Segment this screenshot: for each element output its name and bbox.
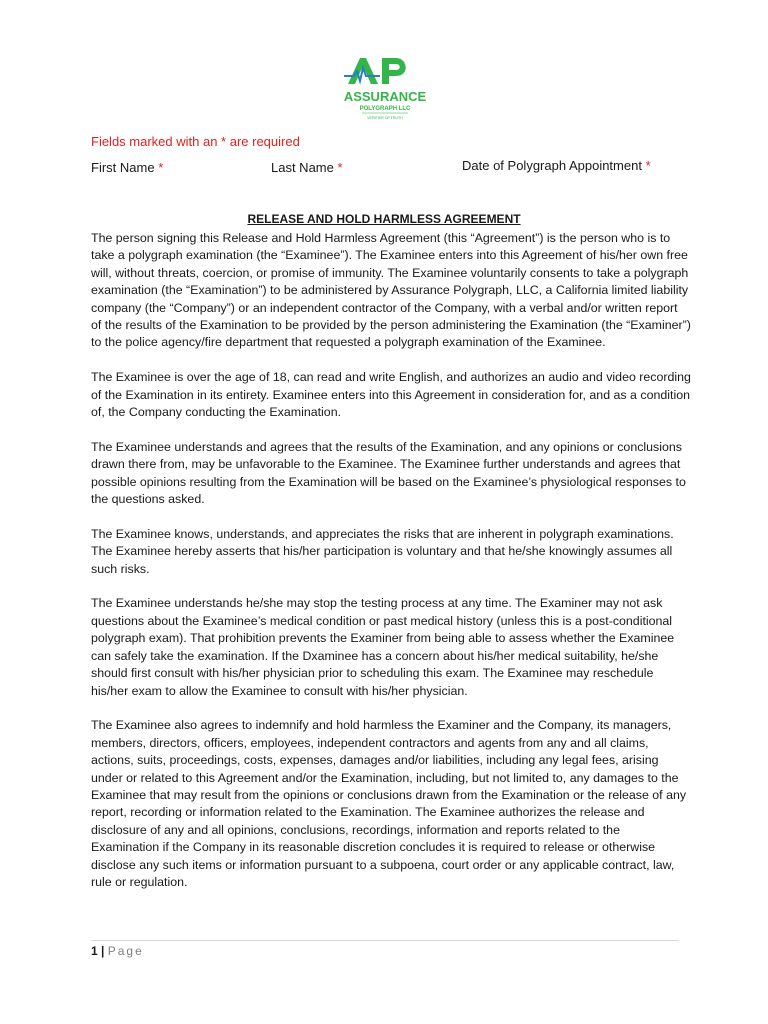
first-name-label: First Name	[91, 160, 155, 175]
agreement-body	[91, 230, 691, 909]
last-name-field[interactable]	[271, 160, 343, 175]
logo-tagline: VERIFIER OF TRUTH	[367, 116, 403, 120]
required-star: *	[158, 160, 164, 175]
agreement-paragraph: The Examinee is over the age of 18, can read and write English, and authorizes an audio and video recording of the Examination in its entirety. Examinee enters into this Agreement in consideration for, and as a condition of, the Company conducting the Examination.	[91, 370, 691, 420]
agreement-paragraph: The Examinee understands he/she may stop the testing process at any time. The Examiner may not ask questions about the Examinee’s medical condition or past medical history (unless this is a post-conditional polygraph exam). That prohibition prevents the Examiner from being able to assess whether the Examinee can safely take the examination. If the Dxaminee has a concern about his/her medical suitability, he/she should first consult with his/her physician prior to scheduling this exam. The Examinee may reschedule his/her exam to allow the Examinee to consult with his/her physician.	[91, 596, 675, 698]
required-star: *	[337, 160, 343, 175]
first-name-field[interactable]	[91, 160, 163, 175]
agreement-paragraph: The Examinee also agrees to indemnify and hold harmless the Examiner and the Company, its managers, members, directors, officers, employees, independent contractors and agents from any and all claims, actions, suits, proceedings, costs, expenses, damages and/or liabilities, including any legal fees, arising under or related to this Agreement and/or the Examination, including, but not limited to, any damages to the Examinee that may result from the opinions or conclusions drawn from the Examination or the release of any report, recording or information related to the Examination. The Examinee authorizes the release and disclosure of any and all opinions, conclusions, recordings, information and reports related to the Examination if the Company in its reasonable discretion concludes it is required to release or otherwise disclose any such items or information pursuant to a subpoena, court order or any applicable contract, law, rule or regulation.	[91, 718, 687, 889]
agreement-title: RELEASE AND HOLD HARMLESS AGREEMENT	[247, 212, 521, 226]
agreement-paragraph: The person signing this Release and Hold Harmless Agreement (this “Agreement”) is the person who is to take a polygraph examination (the “Examinee”). The Examinee enters into this Agreement of his/her own free will, without threats, coercion, or promise of immunity. The Examinee voluntarily consents to take a polygraph examination (the “Examination”) to be administered by Assurance Polygraph, LLC, a California limited liability company (the “Company”) or an independent contractor of the Company, with a verbal and/or written report of the results of the Examination to be provided by the person administering the Examination (the “Examiner”) to the police agency/fire department that requested a polygraph examination of the Examinee.	[91, 231, 691, 350]
agreement-paragraph: The Examinee understands and agrees that the results of the Examination, and any opinions or conclusions drawn there from, may be unfavorable to the Examinee. The Examinee further understands and agrees that possible opinions resulting from the Examination will be based on the Examinee’s physiological responses to the questions asked.	[91, 439, 686, 507]
logo-name: ASSURANCE	[343, 89, 427, 104]
footer-divider	[91, 940, 679, 941]
footer-separator: |	[101, 944, 105, 958]
page-footer	[91, 944, 144, 958]
company-logo	[330, 54, 440, 128]
logo-sub: POLYGRAPH LLC	[359, 106, 411, 112]
last-name-label: Last Name	[271, 160, 334, 175]
page-number: 1	[91, 944, 98, 958]
page-word: Page	[107, 944, 144, 958]
agreement-paragraph: The Examinee knows, understands, and appreciates the risks that are inherent in polygraph examinations. The Examinee hereby asserts that his/her participation is voluntary and that he/she knowingly assumes all such risks.	[91, 526, 674, 576]
required-fields-note: Fields marked with an * are required	[91, 134, 300, 149]
required-star: *	[645, 158, 651, 173]
appointment-date-label: Date of Polygraph Appointment	[462, 158, 642, 173]
appointment-date-field[interactable]	[462, 158, 651, 173]
